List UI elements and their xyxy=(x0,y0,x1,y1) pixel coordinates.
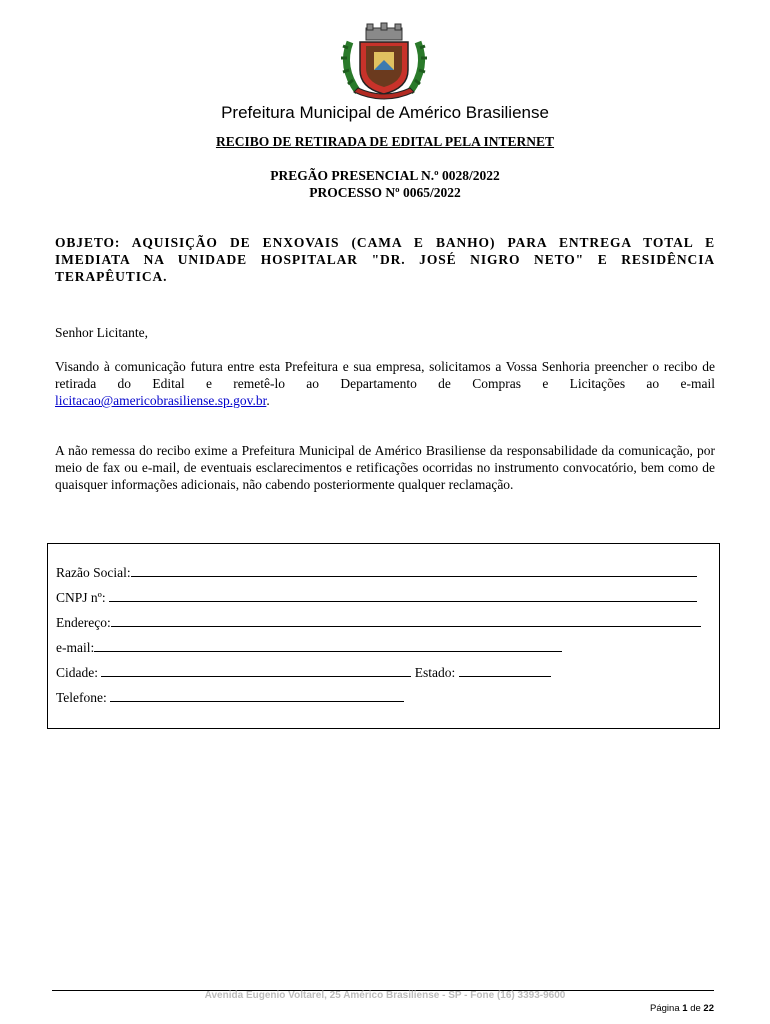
page-number xyxy=(650,1003,714,1014)
estado-field[interactable] xyxy=(459,664,551,677)
cidade-label: Cidade: xyxy=(56,665,98,680)
municipality-name: Prefeitura Municipal de Américo Brasiliense xyxy=(221,103,549,122)
processo-number: PROCESSO Nº 0065/2022 xyxy=(309,185,461,200)
objeto-label: OBJETO: xyxy=(55,235,121,250)
endereco-label: Endereço: xyxy=(56,615,111,630)
email-link[interactable]: licitacao@americobrasiliense.sp.gov.br xyxy=(55,393,267,408)
paragraph-disclaimer: A não remessa do recibo exime a Prefeitura Municipal de Américo Brasiliense da responsabilidade da comunicação, por meio de fax ou e-mail, de eventuais esclarecimentos e retificações ocorridas no instrumento convocatório, bem como de quaisquer informações adicionais, não cabendo posteriormente qualquer reclamação. xyxy=(55,443,715,492)
objeto-text: AQUISIÇÃO DE ENXOVAIS (CAMA E BANHO) PARA ENTREGA TOTAL E IMEDIATA NA UNIDADE HOSPITALAR "DR. JOSÉ NIGRO NETO" E RESIDÊNCIA TERAPÊUTICA. xyxy=(55,235,715,284)
page-separator: de xyxy=(687,1003,704,1014)
receipt-form xyxy=(47,543,720,729)
process-identifiers xyxy=(0,167,770,201)
salutation: Senhor Licitante, xyxy=(55,325,148,340)
email-field[interactable] xyxy=(94,639,562,652)
page-total: 22 xyxy=(703,1003,714,1014)
endereco-field[interactable] xyxy=(111,614,701,627)
telefone-field[interactable] xyxy=(110,689,404,702)
paragraph-request-end: . xyxy=(266,393,270,408)
razao-social-row xyxy=(56,564,697,581)
email-row xyxy=(56,639,562,656)
razao-social-label: Razão Social: xyxy=(56,565,131,580)
cnpj-row xyxy=(56,589,697,606)
municipal-crest-icon xyxy=(336,22,432,106)
paragraph-request-text: Visando à comunicação futura entre esta Prefeitura e sua empresa, solicitamos a Vossa Senhoria preencher o recibo de retirada do Edital e remetê-lo ao Departamento de Compras e Licitações ao e-mail xyxy=(55,359,715,391)
telefone-row xyxy=(56,689,404,706)
document-title: RECIBO DE RETIRADA DE EDITAL PELA INTERNET xyxy=(215,134,555,149)
footer-address: Avenida Eugenio Voltarel, 25 Américo Brasiliense - SP - Fone (16) 3393-9600 xyxy=(204,990,566,1001)
cidade-field[interactable] xyxy=(101,664,411,677)
email-label: e-mail: xyxy=(56,640,95,655)
cnpj-label: CNPJ nº: xyxy=(56,590,106,605)
endereco-row xyxy=(56,614,701,631)
objeto-paragraph xyxy=(55,234,715,285)
cnpj-field[interactable] xyxy=(109,589,697,602)
pregao-number: PREGÃO PRESENCIAL N.º 0028/2022 xyxy=(270,168,500,183)
razao-social-field[interactable] xyxy=(131,564,697,577)
page-current: 1 xyxy=(682,1003,688,1014)
paragraph-request xyxy=(55,358,715,409)
page-prefix: Página xyxy=(650,1003,683,1014)
cidade-estado-row xyxy=(56,664,551,681)
telefone-label: Telefone: xyxy=(56,690,107,705)
estado-label: Estado: xyxy=(414,665,456,680)
